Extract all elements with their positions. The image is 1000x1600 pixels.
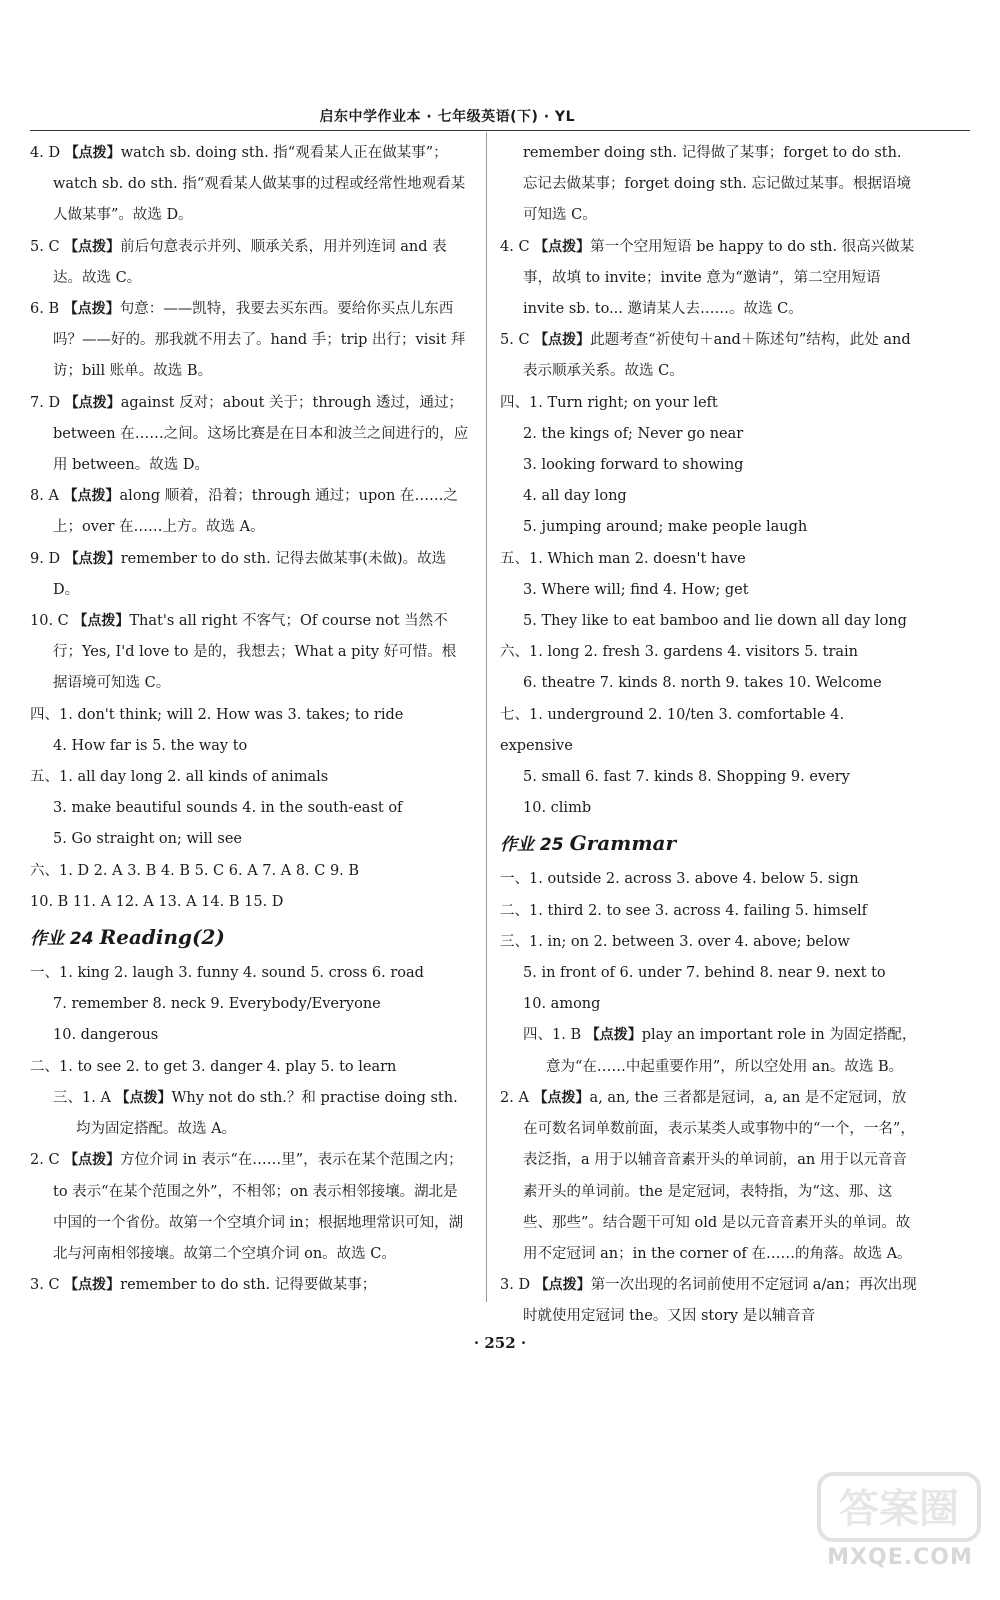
answer-text: 3. D	[500, 1277, 535, 1294]
answer-text: 二、1. third 2. to see 3. across 4. failing 5. himself	[500, 902, 868, 919]
answer-text: 五、1. Which man 2. doesn't have	[500, 550, 746, 567]
answer-text: 3. make beautiful sounds 4. in the south-east of	[53, 800, 403, 817]
right-column	[500, 138, 920, 1333]
answer-line	[30, 1145, 470, 1270]
answer-text: 4. all day long	[523, 488, 627, 505]
answer-text: 四、1. B	[523, 1027, 586, 1044]
hint-tag: 【点拨】	[534, 238, 591, 255]
answer-line	[30, 762, 470, 793]
answer-line	[500, 762, 920, 793]
hint-tag: 【点拨】	[64, 1152, 121, 1169]
answer-text: remember to do sth. 记得要做某事；	[120, 1277, 377, 1294]
answer-text: a, an, the 三者都是冠词，a, an 是不定冠词，放在可数名词单数前面，表示某类人或事物中的“一个，一名”，表泛指，a 用于以辅音音素开头的单词前，an 用于以元音音素开头的单词前。the 是定冠词，表特指，为“这、那、这些、那些”。结合题干可知 old 是以元音音素开头的单词。故用不定冠词 an；in the corner of 在……的角落。故选 A。	[523, 1089, 915, 1262]
answer-line	[30, 1270, 470, 1301]
answer-line	[500, 512, 920, 543]
answer-text: 二、1. to see 2. to get 3. danger 4. play 5. to learn	[30, 1058, 397, 1075]
answer-line	[500, 1083, 920, 1270]
answer-line	[500, 1020, 920, 1082]
answer-text: 5. C	[30, 238, 65, 255]
answer-line	[500, 989, 920, 1020]
section-number: 作业 24	[30, 929, 94, 950]
page-header	[30, 104, 970, 131]
answer-line	[500, 793, 920, 824]
answer-text: 六、1. long 2. fresh 3. gardens 4. visitors 5. train	[500, 644, 859, 661]
answer-text: 一、1. outside 2. across 3. above 4. below 5. sign	[500, 871, 859, 888]
answer-text: 3. Where will; find 4. How; get	[523, 581, 749, 598]
watermark-glyphs: 答案圈	[839, 1486, 959, 1532]
hint-tag: 【点拨】	[63, 301, 120, 318]
answer-line	[30, 388, 470, 482]
answer-text: 5. Go straight on; will see	[53, 831, 243, 848]
answer-text: 10. B 11. A 12. A 13. A 14. B 15. D	[30, 893, 284, 910]
answer-line	[30, 856, 470, 887]
answer-line	[500, 544, 920, 575]
answer-text: 第一个空用短语 be happy to do sth. 很高兴做某事，故填 to invite；invite 意为“邀请”，第二空用短语 invite sb. to... 邀请某人去……。故选 C。	[523, 238, 915, 318]
watermark-logo-icon	[815, 1470, 985, 1590]
answer-line	[30, 1020, 470, 1051]
answer-line	[30, 544, 470, 606]
hint-tag: 【点拨】	[533, 1089, 590, 1106]
answer-text: 此题考查“祈使句＋and＋陈述句”结构，此处 and 表示顺承关系。故选 C。	[523, 332, 911, 380]
hint-tag: 【点拨】	[534, 1277, 591, 1294]
watermark-text: MXQE.COM	[827, 1545, 973, 1570]
answer-text: 4. C	[500, 238, 535, 255]
answer-line	[500, 700, 920, 762]
hint-tag: 【点拨】	[73, 613, 130, 630]
answer-text: remember to do sth. 记得去做某事(未做)。故选 D。	[53, 550, 447, 598]
answer-text: 3. C	[30, 1277, 65, 1294]
hint-tag: 【点拨】	[585, 1027, 642, 1044]
answer-text: 三、1. in; on 2. between 3. over 4. above; below	[500, 933, 850, 950]
answer-text: 六、1. D 2. A 3. B 4. B 5. C 6. A 7. A 8. C 9. B	[30, 862, 360, 879]
answer-line	[30, 232, 470, 294]
answer-text: 6. B	[30, 301, 64, 318]
answer-line	[500, 232, 920, 326]
answer-line	[500, 896, 920, 927]
answer-text: 5. They like to eat bamboo and lie down all day long	[523, 613, 907, 630]
answer-text: remember doing sth. 记得做了某事；forget to do sth. 忘记去做某事；forget doing sth. 忘记做过某事。根据语境可知选 C。	[523, 145, 912, 224]
answer-text: 7. remember 8. neck 9. Everybody/Everyone	[53, 996, 381, 1013]
answer-text: 前后句意表示并列、顺承关系，用并列连词 and 表达。故选 C。	[53, 238, 447, 286]
answer-line	[30, 1083, 470, 1145]
hint-tag: 【点拨】	[64, 394, 121, 411]
answer-line	[30, 958, 470, 989]
answer-line	[30, 138, 470, 232]
answer-text: 五、1. all day long 2. all kinds of animals	[30, 769, 329, 786]
left-column	[30, 138, 470, 1301]
answer-line	[500, 325, 920, 387]
answer-text: 10. dangerous	[53, 1027, 159, 1044]
section-title: Grammar	[569, 831, 676, 856]
answer-text: 10. climb	[523, 800, 592, 817]
answer-line	[30, 824, 470, 855]
answer-text: 句意：——凯特，我要去买东西。要给你买点儿东西吗？——好的。那我就不用去了。hand 手；trip 出行；visit 拜访；bill 账单。故选 B。	[53, 301, 466, 380]
answer-text: against 反对；about 关于；through 透过，通过；between 在……之间。这场比赛是在日本和波兰之间进行的，应用 between。故选 D。	[53, 394, 469, 474]
answer-line	[500, 637, 920, 668]
answer-line	[30, 989, 470, 1020]
answer-text: 四、1. Turn right; on your left	[500, 394, 718, 411]
answer-line	[30, 793, 470, 824]
answer-line	[500, 668, 920, 699]
answer-text: 一、1. king 2. laugh 3. funny 4. sound 5. cross 6. road	[30, 965, 424, 982]
answer-line	[500, 419, 920, 450]
answer-line	[500, 481, 920, 512]
page-number: · 252 ·	[473, 1334, 527, 1352]
answer-text: 5. C	[500, 332, 535, 349]
answer-line	[500, 138, 920, 232]
answer-text: 4. D	[30, 145, 65, 161]
answer-line	[30, 294, 470, 388]
answer-line	[30, 606, 470, 700]
hint-tag: 【点拨】	[63, 488, 120, 505]
answer-text: That's all right 不客气；Of course not 当然不行；Yes, I'd love to 是的，我想去；What a pity 好可惜。根据语境可知选 C。	[53, 613, 457, 692]
answer-text: 3. looking forward to showing	[523, 457, 744, 474]
answer-line	[30, 481, 470, 543]
answer-line	[500, 606, 920, 637]
answer-line	[500, 1270, 920, 1332]
answer-text: 第一次出现的名词前使用不定冠词 a/an；再次出现时就使用定冠词 the。又因 story 是以辅音音	[523, 1277, 917, 1325]
answer-text: 8. A	[30, 488, 64, 505]
answer-text: 4. How far is 5. the way to	[53, 737, 248, 754]
hint-tag: 【点拨】	[64, 550, 121, 567]
answer-text: along 顺着，沿着；through 通过；upon 在……之上；over 在……上方。故选 A。	[53, 488, 458, 536]
section-title: Reading(2)	[99, 925, 225, 950]
hint-tag: 【点拨】	[534, 332, 591, 349]
section-number: 作业 25	[500, 835, 564, 856]
answer-line	[30, 887, 470, 918]
answer-text: 四、1. don't think; will 2. How was 3. takes; to ride	[30, 706, 404, 723]
answer-line	[500, 388, 920, 419]
hint-tag: 【点拨】	[115, 1089, 172, 1106]
answer-text: 2. A	[500, 1089, 534, 1106]
answer-line	[30, 700, 470, 731]
answer-line	[30, 1052, 470, 1083]
answer-text: 10. C	[30, 613, 74, 630]
answer-text: 5. jumping around; make people laugh	[523, 519, 808, 536]
answer-line	[500, 450, 920, 481]
answer-text: Why not do sth.？和 practise doing sth. 均为固定搭配。故选 A。	[76, 1089, 458, 1138]
answer-text: 2. the kings of; Never go near	[523, 425, 744, 442]
hint-tag: 【点拨】	[64, 1277, 121, 1294]
header-title: 启东中学作业本 · 七年级英语(下) · YL	[319, 109, 575, 125]
answer-line	[30, 731, 470, 762]
answer-text: 7. D	[30, 394, 65, 411]
answer-text: 七、1. underground 2. 10/ten 3. comfortable 4. expensive	[500, 706, 845, 754]
answer-text: 方位介词 in 表示“在……里”，表示在某个范围之内；to 表示“在某个范围之外”，不相邻；on 表示相邻接壤。湖北是中国的一个省份。故第一个空填介词 in；根据地理常识可知，湖北与河南相邻接壤。故第二个空填介词 on。故选 C。	[53, 1152, 464, 1262]
section-heading	[500, 826, 920, 862]
answer-text: watch sb. doing sth. 指“观看某人正在做某事”；watch sb. do sth. 指“观看某人做某事的过程或经常性地观看某人做某事”。故选 D。	[53, 145, 466, 224]
answer-text: 6. theatre 7. kinds 8. north 9. takes 10. Welcome	[523, 675, 882, 692]
answer-line	[500, 958, 920, 989]
answer-text: play an important role in 为固定搭配，意为“在……中起重要作用”，所以空处用 an。故选 B。	[546, 1027, 917, 1075]
section-heading	[30, 920, 470, 956]
answer-text: 5. small 6. fast 7. kinds 8. Shopping 9. every	[523, 769, 850, 786]
hint-tag: 【点拨】	[64, 145, 121, 161]
answer-line	[500, 927, 920, 958]
hint-tag: 【点拨】	[64, 238, 121, 255]
answer-line	[500, 864, 920, 895]
answer-text: 10. among	[523, 996, 601, 1013]
answer-text: 9. D	[30, 550, 65, 567]
answer-line	[500, 575, 920, 606]
answer-text: 三、1. A	[53, 1089, 116, 1106]
answer-text: 5. in front of 6. under 7. behind 8. near 9. next to	[523, 965, 886, 982]
answer-text: 2. C	[30, 1152, 65, 1169]
